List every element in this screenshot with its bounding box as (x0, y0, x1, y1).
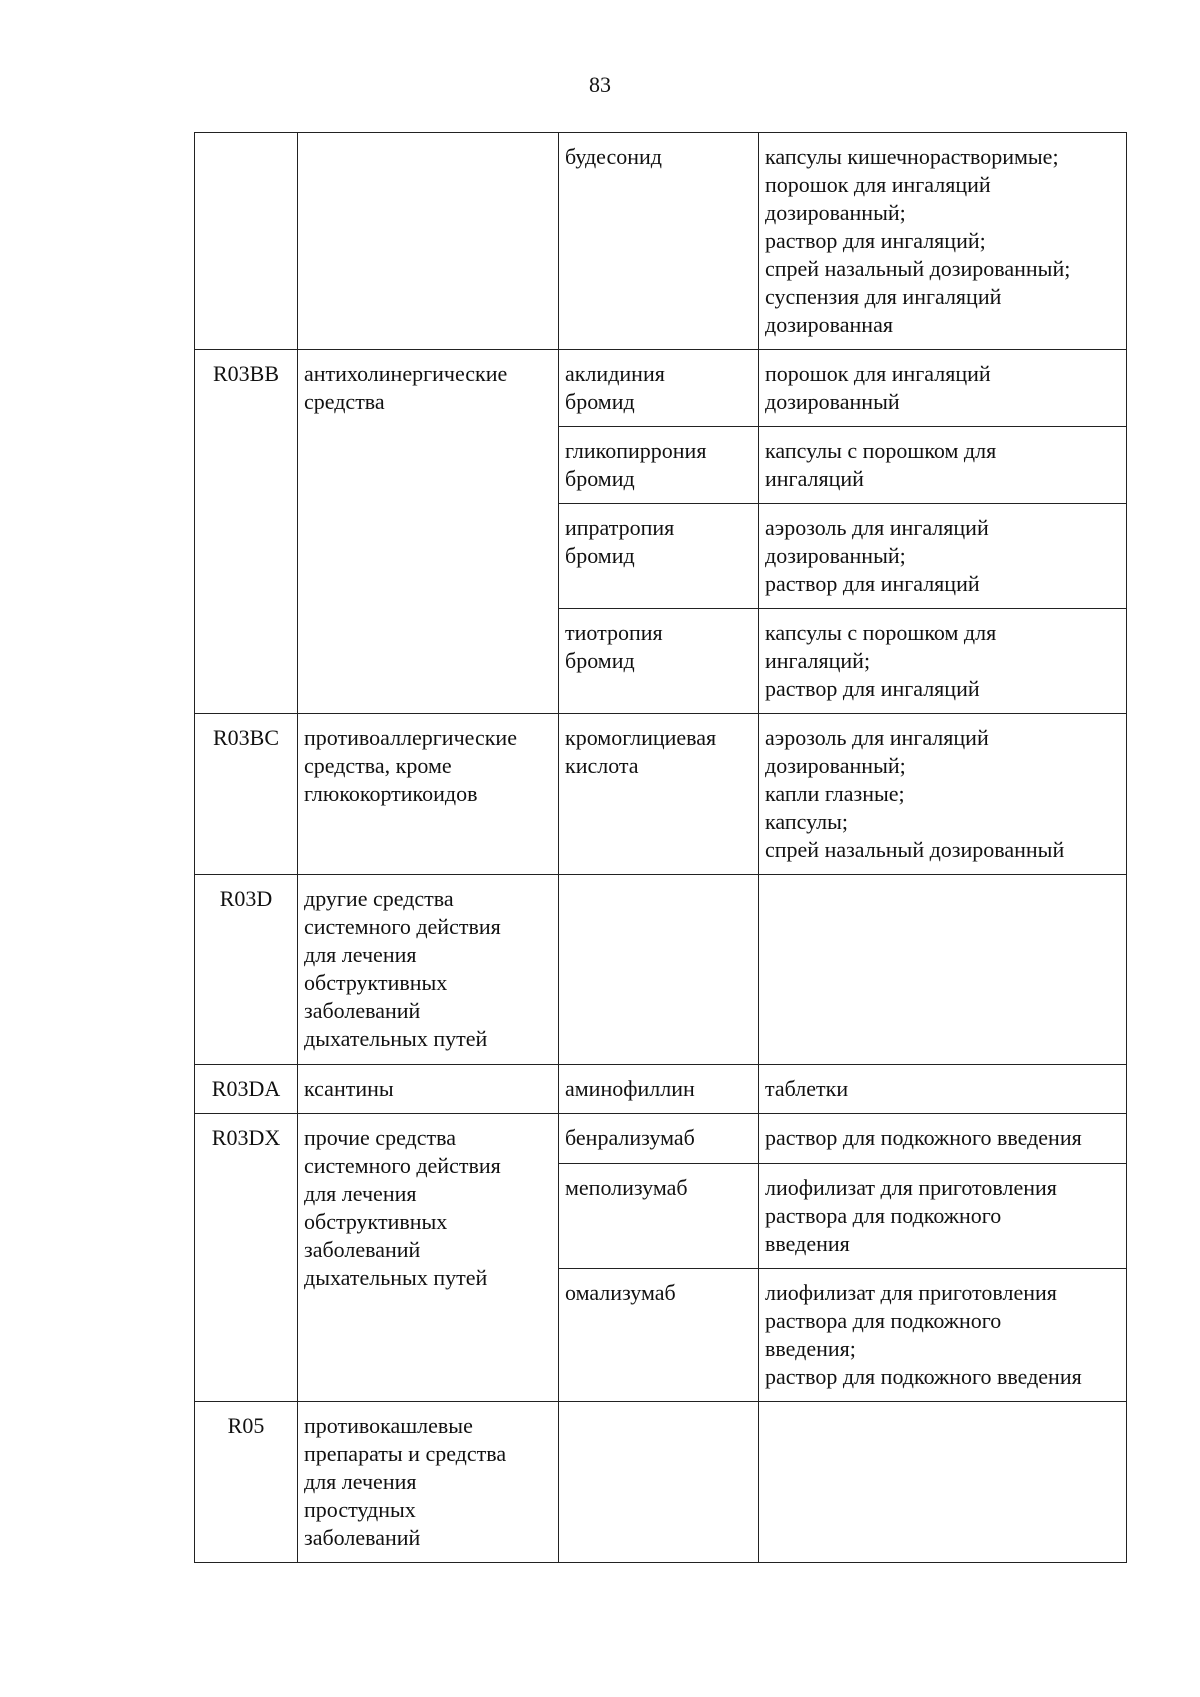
drug-name: гликопиррония (565, 438, 707, 463)
drug-name: аклидиния (565, 361, 665, 386)
dosage-form: лиофилизат для приготовления (765, 1280, 1057, 1305)
drug-name: меполизумаб (565, 1175, 688, 1200)
forms-cell (759, 1065, 1127, 1114)
atc-code-cell (195, 1065, 298, 1114)
drug-name: бромид (565, 543, 635, 568)
forms-cell (759, 504, 1127, 609)
forms-cell (759, 133, 1127, 350)
drug-cell (559, 875, 759, 1065)
drug-cell (559, 1402, 759, 1563)
dosage-form: ингаляций; (765, 648, 871, 673)
drug-cell (559, 504, 759, 609)
dosage-form: лиофилизат для приготовления (765, 1175, 1057, 1200)
group-name: заболеваний (304, 1525, 421, 1550)
drug-cell (559, 133, 759, 350)
dosage-form: капли глазные; (765, 781, 905, 806)
drug-cell (559, 1269, 759, 1402)
dosage-form: раствор для подкожного введения (765, 1364, 1082, 1389)
dosage-form: капсулы с порошком для (765, 438, 997, 463)
forms-cell (759, 1402, 1127, 1563)
drug-name: кромоглициевая (565, 725, 717, 750)
forms-cell (759, 1269, 1127, 1402)
dosage-form: ингаляций (765, 466, 864, 491)
atc-code-cell (195, 350, 298, 714)
drug-name: омализумаб (565, 1280, 676, 1305)
group-name: другие средства (304, 886, 454, 911)
drug-name: будесонид (565, 144, 662, 169)
atc-code-cell (195, 133, 298, 350)
group-name: заболеваний (304, 1237, 421, 1262)
dosage-form: раствор для подкожного введения (765, 1125, 1082, 1150)
group-name: препараты и средства (304, 1441, 507, 1466)
table-row (195, 875, 1127, 1065)
group-name: системного действия (304, 914, 501, 939)
table-row (195, 133, 1127, 350)
drug-name: кислота (565, 753, 639, 778)
page-number: 83 (589, 72, 611, 97)
dosage-form: спрей назальный дозированный; (765, 256, 1071, 281)
group-name: противоаллергические (304, 725, 517, 750)
atc-code: R03DA (211, 1076, 281, 1101)
dosage-form: раствор для ингаляций (765, 571, 980, 596)
dosage-form: аэрозоль для ингаляций (765, 515, 989, 540)
drug-cell (559, 427, 759, 504)
group-cell (298, 1114, 559, 1402)
group-name: антихолинергические (304, 361, 508, 386)
atc-code: R03BB (212, 361, 280, 386)
group-name: дыхательных путей (304, 1026, 488, 1051)
drug-name: ипратропия (565, 515, 675, 540)
group-name: дыхательных путей (304, 1265, 488, 1290)
dosage-form: введения (765, 1231, 850, 1256)
atc-code: R03BC (212, 725, 280, 750)
group-cell (298, 714, 559, 875)
dosage-form: дозированный; (765, 753, 906, 778)
atc-code-cell (195, 714, 298, 875)
table-row (195, 714, 1127, 875)
dosage-form: капсулы с порошком для (765, 620, 997, 645)
atc-code-cell (195, 875, 298, 1065)
group-cell (298, 350, 559, 714)
atc-code: R03D (219, 886, 273, 911)
table-row (195, 1065, 1127, 1114)
group-cell (298, 133, 559, 350)
group-name: заболеваний (304, 998, 421, 1023)
forms-cell (759, 427, 1127, 504)
group-name: глюкокортикоидов (304, 781, 478, 806)
drug-name: аминофиллин (565, 1076, 695, 1101)
dosage-form: раствор для ингаляций; (765, 228, 986, 253)
group-name: обструктивных (304, 970, 448, 995)
dosage-form: суспензия для ингаляций (765, 284, 1002, 309)
group-name: обструктивных (304, 1209, 448, 1234)
drug-cell (559, 350, 759, 427)
forms-cell (759, 1114, 1127, 1164)
group-name: системного действия (304, 1153, 501, 1178)
dosage-form: раствор для ингаляций (765, 676, 980, 701)
drug-name: бенрализумаб (565, 1125, 695, 1150)
group-name: для лечения (304, 1181, 417, 1206)
dosage-form: введения; (765, 1336, 856, 1361)
atc-code: R05 (227, 1413, 265, 1438)
dosage-form: капсулы кишечнорастворимые; (765, 144, 1059, 169)
dosage-form: капсулы; (765, 809, 848, 834)
group-name: для лечения (304, 942, 417, 967)
drug-cell (559, 1164, 759, 1269)
drug-name: бромид (565, 648, 635, 673)
drug-cell (559, 1065, 759, 1114)
dosage-form: дозированная (765, 312, 893, 337)
group-name: средства, кроме (304, 753, 452, 778)
group-name: противокашлевые (304, 1413, 473, 1438)
forms-cell (759, 875, 1127, 1065)
group-name: средства (304, 389, 385, 414)
group-cell (298, 1065, 559, 1114)
dosage-form: раствора для подкожного (765, 1308, 1002, 1333)
atc-code: R03DX (211, 1125, 281, 1150)
atc-code-cell (195, 1114, 298, 1402)
group-name: простудных (304, 1497, 416, 1522)
forms-cell (759, 1164, 1127, 1269)
drug-cell (559, 714, 759, 875)
dosage-form: дозированный; (765, 200, 906, 225)
drug-cell (559, 1114, 759, 1164)
dosage-form: таблетки (765, 1076, 849, 1101)
atc-code-cell (195, 1402, 298, 1563)
drug-name: бромид (565, 389, 635, 414)
dosage-form: порошок для ингаляций (765, 361, 991, 386)
dosage-form: дозированный; (765, 543, 906, 568)
dosage-form: раствора для подкожного (765, 1203, 1002, 1228)
dosage-form: спрей назальный дозированный (765, 837, 1065, 862)
group-cell (298, 1402, 559, 1563)
drug-name: тиотропия (565, 620, 663, 645)
table-row (195, 1114, 1127, 1164)
forms-cell (759, 350, 1127, 427)
table-row (195, 1402, 1127, 1563)
group-cell (298, 875, 559, 1065)
dosage-form: дозированный (765, 389, 900, 414)
dosage-form: порошок для ингаляций (765, 172, 991, 197)
dosage-form: аэрозоль для ингаляций (765, 725, 989, 750)
group-name: для лечения (304, 1469, 417, 1494)
forms-cell (759, 714, 1127, 875)
group-name: прочие средства (304, 1125, 456, 1150)
table-row (195, 350, 1127, 427)
group-name: ксантины (304, 1076, 394, 1101)
forms-cell (759, 609, 1127, 714)
drug-cell (559, 609, 759, 714)
drug-table (194, 132, 1127, 1563)
drug-name: бромид (565, 466, 635, 491)
